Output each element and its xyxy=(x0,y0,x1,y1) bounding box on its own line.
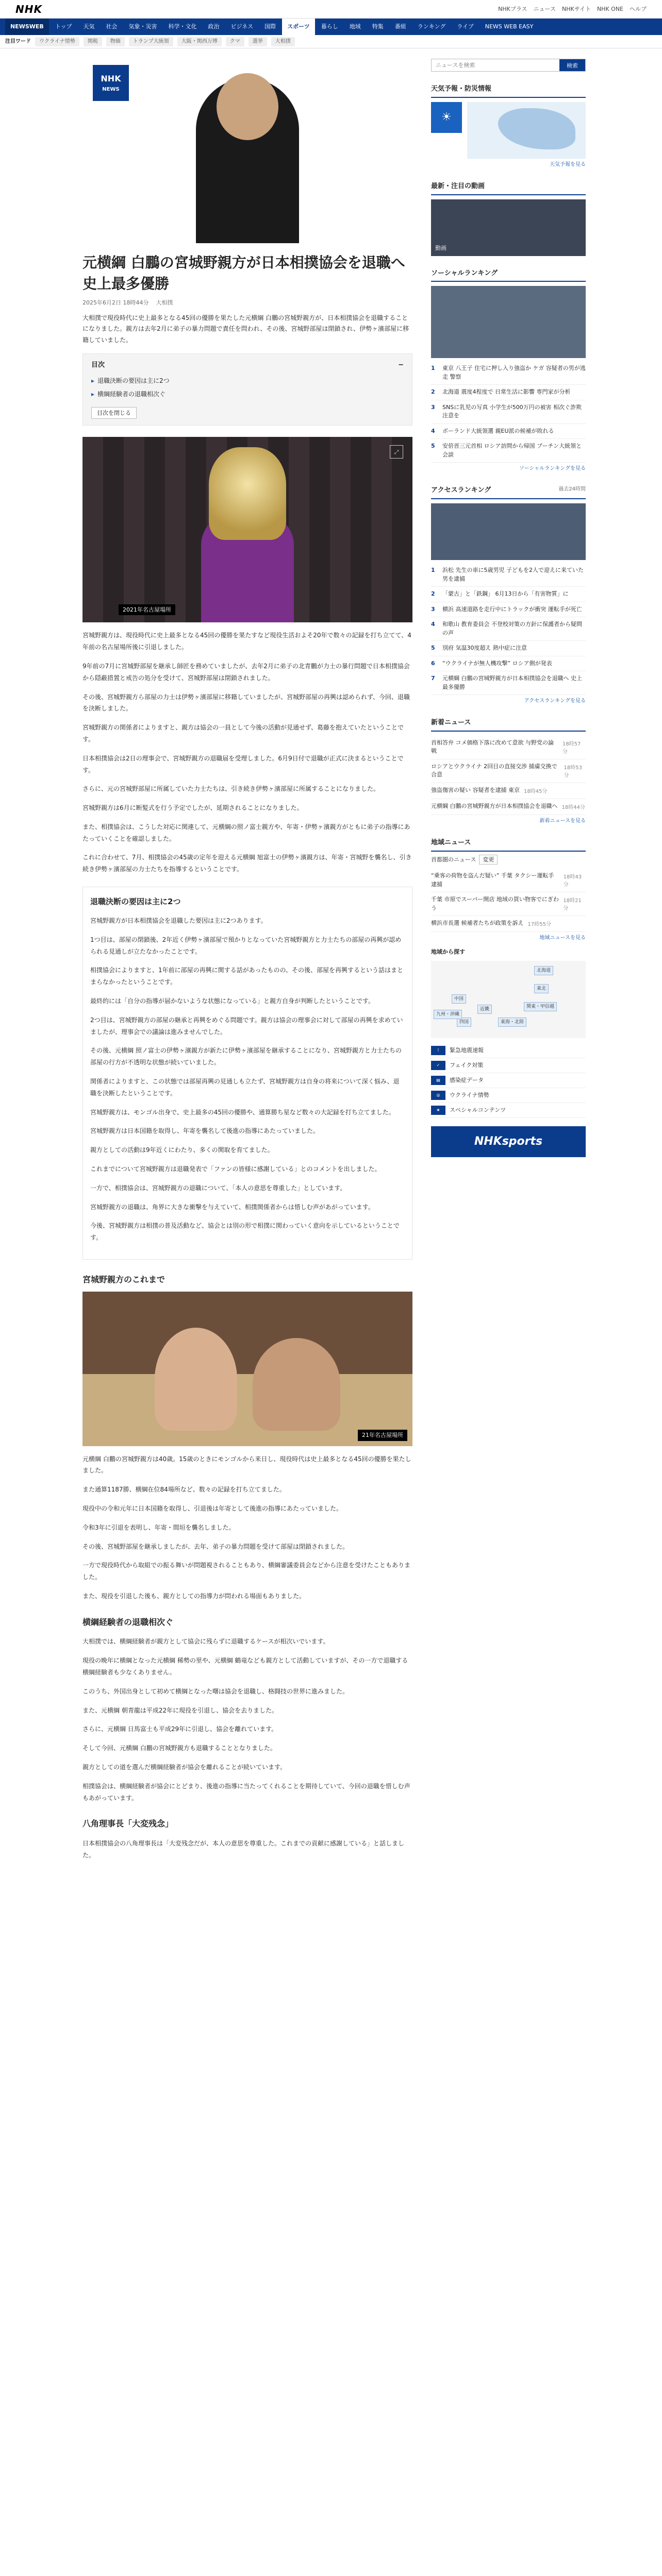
paragraph: そして今回、元横綱 白鵬の宮城野親方も退職することとなりました。 xyxy=(82,1744,276,1752)
expand-icon[interactable]: ⤢ xyxy=(390,445,403,459)
keyword-tag[interactable]: 大相撲 xyxy=(271,37,295,46)
region-button[interactable]: 東北 xyxy=(534,984,549,993)
news-item[interactable] xyxy=(431,799,586,815)
ranking-item[interactable]: 5 安倍晋三元首相 ロシア訪問から帰国 プーチン大統領と会談 xyxy=(431,439,586,463)
paragraph: さらに、元横綱 日馬富士も平成29年に引退し、協会を離れています。 xyxy=(82,1725,278,1733)
nav-weather[interactable]: 天気 xyxy=(83,23,95,30)
news-text: 元横綱 白鵬の宮城野親方が日本相撲協会を退職へ xyxy=(431,802,558,809)
nav-program[interactable]: 番組 xyxy=(394,23,406,30)
region-button[interactable]: 関東・甲信越 xyxy=(524,1002,557,1011)
service-link[interactable] xyxy=(431,1103,586,1118)
access-more-link[interactable]: アクセスランキングを見る xyxy=(524,698,586,704)
toc-close-button[interactable]: 目次を閉じる xyxy=(91,407,137,419)
paragraph: 相撲協会によりますと、1年前に部屋の再興に関する話があったものの、その後、部屋を再興するという話はまとまらなかったということです。 xyxy=(90,967,404,986)
ranking-item[interactable]: 5 別府 気温30度超え 熱中症に注意 xyxy=(431,641,586,656)
region-button[interactable]: 東海・北陸 xyxy=(498,1018,526,1027)
nhk-logo[interactable]: NHK xyxy=(15,3,42,15)
section-heading: 横綱経験者の退職相次ぐ xyxy=(82,1617,174,1627)
section-reasons xyxy=(82,887,412,1260)
main-nav xyxy=(0,19,662,35)
section-heading: 八角理事長「大変残念」 xyxy=(82,1819,174,1829)
star-icon: ★ xyxy=(431,1106,445,1115)
map-title: 地域から探す xyxy=(431,948,465,956)
service-link[interactable] xyxy=(431,1088,586,1103)
region-button[interactable]: 北海道 xyxy=(534,966,553,975)
weather-more-link[interactable]: 天気予報を見る xyxy=(550,161,586,167)
ranking-text: “ウクライナが無人機攻撃” ロシア側が発表 xyxy=(442,659,552,667)
region-button[interactable]: 近畿 xyxy=(477,1005,492,1014)
paragraph: 2つ目は、宮城野親方の部屋の継承と再興をめぐる問題です。親方は協会の理事会に対して部屋の再興を求めていましたが、理事会での議論は進みませんでした。 xyxy=(90,1016,403,1036)
japan-region-map xyxy=(431,961,586,1038)
play-icon[interactable]: ▶ xyxy=(383,214,403,235)
keyword-tag[interactable]: 選挙 xyxy=(249,37,267,46)
paragraph: 宮城野親方の関係者によりますと、親方は協会の一員として今後の活動が見通せず、葛藤を抱えていたということです。 xyxy=(82,724,404,743)
region-button[interactable]: 中国 xyxy=(452,994,466,1004)
region-button[interactable]: 四国 xyxy=(457,1018,471,1027)
news-item[interactable] xyxy=(431,759,586,783)
paragraph: 宮城野親方の退職は、角界に大きな衝撃を与えていて、相撲関係者からは惜しむ声があがっています。 xyxy=(90,1203,374,1211)
local-heading xyxy=(431,835,586,852)
access-title: アクセスランキング xyxy=(431,486,491,495)
hero-video[interactable] xyxy=(82,58,412,243)
paragraph: また通算1187勝、横綱在位84場所など、数々の記録を打ち立てました。 xyxy=(82,1486,286,1494)
service-label: フェイク対策 xyxy=(450,1062,484,1069)
top-link-0[interactable]: NHKプラス xyxy=(498,5,527,12)
paragraph: また、現役を引退した後も、親方としての指導力が問われる場面もありました。 xyxy=(82,1592,306,1600)
paragraph: このうち、外国出身として初めて横綱となった曙は協会を退職し、格闘技の世界に進みました。 xyxy=(82,1687,349,1695)
news-item[interactable] xyxy=(431,783,586,799)
news-time: 18時53分 xyxy=(564,765,582,778)
toc-item[interactable]: ▸ 横綱経験者の退職相次ぐ xyxy=(91,388,404,401)
social-more-link[interactable]: ソーシャルランキングを見る xyxy=(519,466,586,472)
nav-business[interactable]: ビジネス xyxy=(230,23,254,30)
news-time: 17時55分 xyxy=(527,922,551,928)
toc-item[interactable]: ▸ 退職決断の要因は主に2つ xyxy=(91,375,404,387)
paragraph: 一方で、相撲協会は、宮城野親方の退職について、「本人の意思を尊重した」としています。 xyxy=(90,1184,346,1192)
weather-heading xyxy=(431,81,586,98)
search-input[interactable] xyxy=(432,59,559,71)
ranking-item[interactable]: 4 和歌山 教育委員会 不登校対策の方針に保護者から疑問の声 xyxy=(431,617,586,641)
paragraph: 親方としての道を選んだ横綱経験者が協会を離れることが続いています。 xyxy=(82,1763,287,1771)
article-body xyxy=(82,630,412,1861)
news-text: “乗客の荷物を盗んだ疑い” 千葉 タクシー運転手逮捕 xyxy=(431,872,554,888)
weather-title: 天気予報・防災情報 xyxy=(431,85,492,93)
service-link[interactable] xyxy=(431,1058,586,1073)
paragraph: 日本相撲協会は2日の理事会で、宮城野親方の退職届を受理しました。6月9日付で退職が正式に決まるということです。 xyxy=(82,754,404,774)
news-time: 18時43分 xyxy=(563,874,582,888)
ranking-item[interactable]: 3 横浜 高速道路を走行中にトラックが衝突 運転手が死亡 xyxy=(431,602,586,618)
top-link-4[interactable]: NHK ONE xyxy=(597,5,623,12)
keyword-tag[interactable]: トランプ大統領 xyxy=(129,37,173,46)
nav-life[interactable]: 暮らし xyxy=(321,23,338,30)
nav-science[interactable]: 科学・文化 xyxy=(168,23,197,30)
paragraph: 日本相撲協会の八角理事長は「大変残念だが、本人の意思を尊重した。これまでの貢献に感謝している」と話しました。 xyxy=(82,1839,405,1859)
shield-icon: ✓ xyxy=(431,1061,445,1070)
section-heading: 退職決断の要因は主に2つ xyxy=(90,897,181,907)
table-of-contents xyxy=(82,353,412,426)
weather-panel[interactable] xyxy=(431,102,586,159)
nav-newsweb[interactable]: NEWSWEB xyxy=(5,19,49,35)
paragraph: 宮城野親方は6月に断髪式を行う予定でしたが、延期されることになりました。 xyxy=(82,804,303,812)
ranking-text: 東京 八王子 住宅に押し入り強盗か ケガ 容疑者の男が逃走 警察 xyxy=(442,365,586,380)
service-link[interactable] xyxy=(431,1043,586,1058)
ranking-text: SNSに乳児の写真 小学生が500万円の被害 相次ぐ詐欺 注意を xyxy=(442,403,582,419)
paragraph: 宮城野親方は、モンゴル出身で、史上最多の45回の優勝や、通算勝ち星など数々の大記録を打ち立てました。 xyxy=(90,1108,395,1116)
social-ranking xyxy=(431,286,586,463)
toc-title: 目次 xyxy=(91,361,105,369)
paragraph: その後、宮城野親方ら部屋の力士は伊勢ヶ濱部屋に移籍していましたが、宮城野部屋の再興は認められず、今回、退職を決断しました。 xyxy=(82,693,410,713)
news-item[interactable] xyxy=(431,736,586,759)
service-link[interactable] xyxy=(431,1073,586,1088)
paragraph: また、相撲協会は、こうした対応に関連して、元横綱の照ノ富士親方や、年寄・伊勢ヶ濱親方がともに弟子の指導にあたっていくことを確認しました。 xyxy=(82,823,410,842)
ranking-text: 安倍晋三元首相 ロシア訪問から帰国 プーチン大統領と会談 xyxy=(442,443,582,458)
paragraph: 宮城野親方は日本国籍を取得し、年寄を襲名して後進の指導にあたっていました。 xyxy=(90,1127,320,1135)
ranking-text: ボーランド大統領選 親EU派の候補が敗れる xyxy=(442,427,554,434)
news-heading xyxy=(431,715,586,732)
section-heading: 宮城野親方のこれまで xyxy=(82,1275,166,1285)
paragraph: これに合わせて、7月、相撲協会の45歳の定年を迎える元横綱 旭富士の伊勢ヶ濱親方は、年寄・宮城野を襲名し、引き続き伊勢ヶ濱部屋の力士たちを指導するということです。 xyxy=(82,854,412,873)
paragraph: 令和3年に引退を表明し、年寄・間垣を襲名しました。 xyxy=(82,1523,235,1531)
news-text: 横浜市長選 候補者たちが政策を訴え xyxy=(431,920,524,927)
news-text: 強盗傷害の疑い 容疑者を逮捕 東京 xyxy=(431,786,520,793)
nav-region[interactable]: 地域 xyxy=(349,23,361,30)
article-category[interactable]: 大相撲 xyxy=(156,299,173,307)
ranking-item[interactable]: 4 ボーランド大統領選 親EU派の候補が敗れる xyxy=(431,424,586,439)
minus-icon[interactable]: − xyxy=(398,361,404,369)
sun-icon: ☀ xyxy=(431,102,462,133)
nav-ranking[interactable]: ランキング xyxy=(417,23,446,30)
search-button[interactable]: 検索 xyxy=(559,59,585,71)
ranking-text: 横浜 高速道路を走行中にトラックが衝突 運転手が死亡 xyxy=(442,605,582,613)
nav-sports[interactable]: スポーツ xyxy=(282,19,315,35)
news-item[interactable] xyxy=(431,869,586,892)
badge-logo: NHK xyxy=(101,74,121,84)
news-item[interactable] xyxy=(431,916,586,932)
ranking-thumbnail[interactable] xyxy=(431,286,586,358)
region-name: 首都圏のニュース xyxy=(431,856,476,863)
top-bar xyxy=(0,0,662,19)
ranking-text: 和歌山 教育委員会 不登校対策の方針に保護者から疑問の声 xyxy=(442,621,582,636)
sidebar xyxy=(431,48,586,1869)
video-heading xyxy=(431,178,586,195)
keyword-label: 注目ワード xyxy=(5,38,31,44)
article-meta xyxy=(82,298,412,308)
local-title: 地域ニュース xyxy=(431,838,471,846)
nhk-news-badge xyxy=(93,65,129,101)
ranking-item[interactable]: 1 浜松 先生の車に5歳男児 子どもを2人で迎えに来ていた男を逮捕 xyxy=(431,563,586,587)
paragraph: 元横綱 白鵬の宮城野親方は40歳。15歳のときにモンゴルから来日し、現役時代は史上最多となる45回の優勝を果たしました。 xyxy=(82,1455,411,1475)
featured-video[interactable] xyxy=(431,199,586,256)
news-title: 新着ニュース xyxy=(431,719,471,727)
ranking-item[interactable]: 2 北海道 震度4程度で 日常生活に影響 専門家が分析 xyxy=(431,385,586,400)
nav-feature[interactable]: 特集 xyxy=(372,23,384,30)
article-title: 元横綱 白鵬の宮城野親方が日本相撲協会を退職へ 史上最多優勝 xyxy=(82,254,405,292)
keyword-tag[interactable]: ウクライナ情勢 xyxy=(35,37,79,46)
ranking-item[interactable]: 3 SNSに乳児の写真 小学生が500万円の被害 相次ぐ詐欺 注意を xyxy=(431,400,586,424)
paragraph: 現役の晩年に横綱となった元横綱 稀勢の里や、元横綱 鶴竜なども親方として活動していますが、その一方で退職する横綱経験者も少なくありません。 xyxy=(82,1657,408,1676)
news-text: ロシアとウクライナ 2回目の直接交渉 捕虜交換で合意 xyxy=(431,762,557,778)
article-main xyxy=(82,48,412,1869)
keyword-tag[interactable]: 大阪・関西万博 xyxy=(177,37,222,46)
video-label: 動画 xyxy=(435,245,446,251)
alert-icon: ! xyxy=(431,1046,445,1055)
paragraph: 相撲協会は、横綱経験者が協会にとどまり、後進の指導に当たってくれることを期待していて、今回の退職を惜しむ声もあがっています。 xyxy=(82,1782,410,1802)
nav-disaster[interactable]: 気象・災害 xyxy=(128,23,157,30)
local-more-link[interactable]: 地域ニュースを見る xyxy=(539,935,586,941)
sumo-photo xyxy=(82,1292,412,1446)
service-label: ウクライナ情勢 xyxy=(450,1092,489,1099)
paragraph: 現役中の令和元年に日本国籍を取得し、引退後は年寄として後進の指導にあたっていました。 xyxy=(82,1505,343,1512)
portrait-face xyxy=(217,73,278,140)
image-caption: 21年名古屋場所 xyxy=(358,1430,407,1441)
nav-live[interactable]: ライブ xyxy=(457,23,474,30)
paragraph: 最終的には「自分の指導が届かないような状態になっている」と親方自身が判断したということです。 xyxy=(90,997,375,1005)
nav-politics[interactable]: 政治 xyxy=(208,23,220,30)
social-title: ソーシャルランキング xyxy=(431,269,498,277)
paragraph: 今後、宮城野親方は相撲の普及活動など、協会とは別の形で相撲に関わっていく意向を示しているということです。 xyxy=(90,1222,400,1242)
news-time: 18時44分 xyxy=(561,804,585,810)
wrestler-right xyxy=(253,1338,340,1431)
region-change-button[interactable]: 変更 xyxy=(479,855,498,865)
access-ranking xyxy=(431,503,586,695)
new-news-list xyxy=(431,736,586,815)
service-label: スペシャルコンテンツ xyxy=(450,1107,506,1114)
keyword-bar xyxy=(0,35,662,48)
paragraph: 宮城野親方が日本相撲協会を退職した要因は主に2つあります。 xyxy=(90,917,267,925)
globe-icon: ◎ xyxy=(431,1091,445,1100)
trophy-figure xyxy=(209,447,286,540)
ranking-item[interactable]: 1 東京 八王子 住宅に押し入り強盗か ケガ 容疑者の男が逃走 警察 xyxy=(431,361,586,385)
wrestler-left xyxy=(155,1328,237,1431)
top-links xyxy=(498,5,647,14)
trophy-video[interactable] xyxy=(82,437,412,622)
nav-international[interactable]: 国際 xyxy=(264,23,276,30)
paragraph: 一方で現役時代から取組での振る舞いが問題視されることもあり、横綱審議委員会などから注意を受けたこともありました。 xyxy=(82,1562,411,1581)
news-more-link[interactable]: 新着ニュースを見る xyxy=(539,818,586,824)
chart-icon: ▤ xyxy=(431,1076,445,1085)
ranking-text: 浜松 先生の車に5歳男児 子どもを2人で迎えに来ていた男を逮捕 xyxy=(442,567,584,582)
access-heading xyxy=(431,482,586,499)
paragraph: 関係者によりますと、この状態では部屋再興の見通しも立たず、宮城野親方は自身の将来について深く悩み、退職を決断したということです。 xyxy=(90,1078,400,1097)
article-date: 2025年6月2日 18時44分 xyxy=(82,299,149,307)
image-caption: 2021年名古屋場所 xyxy=(119,604,175,616)
ranking-text: 北海道 震度4程度で 日常生活に影響 専門家が分析 xyxy=(442,388,571,396)
region-button[interactable]: 九州・沖縄 xyxy=(434,1010,462,1019)
paragraph: 親方としての活動は9年近くにわたり、多くの関取を育てました。 xyxy=(90,1146,274,1154)
paragraph: これまでについて宮城野親方は退職発表で「ファンの皆様に感謝している」とのコメントを出しました。 xyxy=(90,1165,381,1173)
news-text: 首相答弁 コメ価格下落に改めて意欲 与野党の論戦 xyxy=(431,739,554,755)
top-link-3[interactable]: NHKサイト xyxy=(562,5,591,12)
paragraph: さらに、元の宮城野部屋に所属していた力士たちは、引き続き伊勢ヶ濱部屋に所属することになりました。 xyxy=(82,785,380,793)
paragraph: 宮城野親方は、現役時代に史上最多となる45回の優勝を果たすなど現役生活およそ20年で数々の記録を打ち立てて、4年前の名古屋場所後に引退しました。 xyxy=(82,632,411,651)
service-label: 感染症データ xyxy=(450,1077,484,1084)
paragraph: 大相撲では、横綱経験者が親方として協会に残らずに退職するケースが相次いでいます。 xyxy=(82,1638,329,1646)
service-links xyxy=(431,1043,586,1118)
paragraph: また、元横綱 朝青龍は平成22年に現役を引退し、協会を去りました。 xyxy=(82,1706,278,1714)
region-selector xyxy=(431,855,586,865)
news-text: 千葉 市原でスーパー開店 地域の買い物客でにぎわう xyxy=(431,896,559,911)
ranking-item[interactable]: 2 「蒙古」と「鉄鋼」 6月13日から「有害物質」に xyxy=(431,587,586,602)
keyword-tag[interactable]: 物価 xyxy=(106,37,125,46)
news-time: 18時57分 xyxy=(562,741,581,755)
paragraph: その後、元横綱 照ノ富士の伊勢ヶ濱親方が新たに伊勢ヶ濱部屋を継承することになり、宮城野親方と力士たちの部屋の行方が不透明な状態が続いていました。 xyxy=(90,1047,402,1066)
nav-top[interactable]: トップ xyxy=(55,23,72,30)
nav-society[interactable]: 社会 xyxy=(106,23,118,30)
news-item[interactable] xyxy=(431,892,586,916)
top-link-5[interactable]: ヘルプ xyxy=(630,5,647,12)
local-news-list xyxy=(431,869,586,932)
ranking-text: 「蒙古」と「鉄鋼」 6月13日から「有害物質」に xyxy=(442,590,569,598)
weather-map xyxy=(467,102,586,159)
nhk-sports-banner[interactable]: NHKsports xyxy=(431,1126,586,1157)
paragraph: 1つ目は、部屋の閉鎖後、2年近く伊勢ヶ濱部屋で預かりとなっていた宮城野親方と力士たちの部屋の再興が認められる見通しが立たなかったことです。 xyxy=(90,936,402,955)
top-link-2[interactable]: ニュース xyxy=(533,5,556,12)
paragraph: その後、宮城野部屋を継承しましたが、去年、弟子の暴力問題を受けて部屋は閉鎖されました。 xyxy=(82,1543,349,1550)
badge-sub: NEWS xyxy=(102,86,120,92)
keyword-tag[interactable]: 関税 xyxy=(84,37,102,46)
paragraph: 9年前の7月に宮城野部屋を継承し師匠を務めていましたが、去年2月に弟子の北青鵬が力士の暴行問題で日本相撲協会から隠蔽措置と戒告の処分を受けて、宮城野部屋は閉鎖されました。 xyxy=(82,662,410,682)
nav-easy[interactable]: NEWS WEB EASY xyxy=(485,23,534,30)
search-box xyxy=(431,59,586,72)
ranking-thumbnail[interactable] xyxy=(431,503,586,560)
news-time: 18時45分 xyxy=(524,788,548,794)
ranking-item[interactable]: 7 元横綱 白鵬の宮城野親方が日本相撲協会を退職へ 史上最多優勝 xyxy=(431,671,586,695)
news-time: 18時21分 xyxy=(563,898,582,912)
service-label: 緊急地震速報 xyxy=(450,1047,484,1054)
ranking-text: 別府 気温30度超え 熱中症に注意 xyxy=(442,645,527,652)
article-summary: 大相撲で現役時代に史上最多となる45回の優勝を果たした元横綱 白鵬の宮城野親方が、日本相撲協会を退職することになりました。親方は去年2月に弟子の暴力問題で責任を問われ、その後、宮城野部屋は閉鎖され、伊勢ヶ濱部屋に移籍していました。 xyxy=(82,314,409,344)
social-heading xyxy=(431,265,586,282)
keyword-tag[interactable]: クマ xyxy=(226,37,244,46)
ranking-text: 元横綱 白鵬の宮城野親方が日本相撲協会を退職へ 史上最多優勝 xyxy=(442,675,582,690)
ranking-item[interactable]: 6 “ウクライナが無人機攻撃” ロシア側が発表 xyxy=(431,656,586,672)
video-title: 最新・注目の動画 xyxy=(431,182,485,190)
access-sub: 過去24時間 xyxy=(558,486,586,493)
